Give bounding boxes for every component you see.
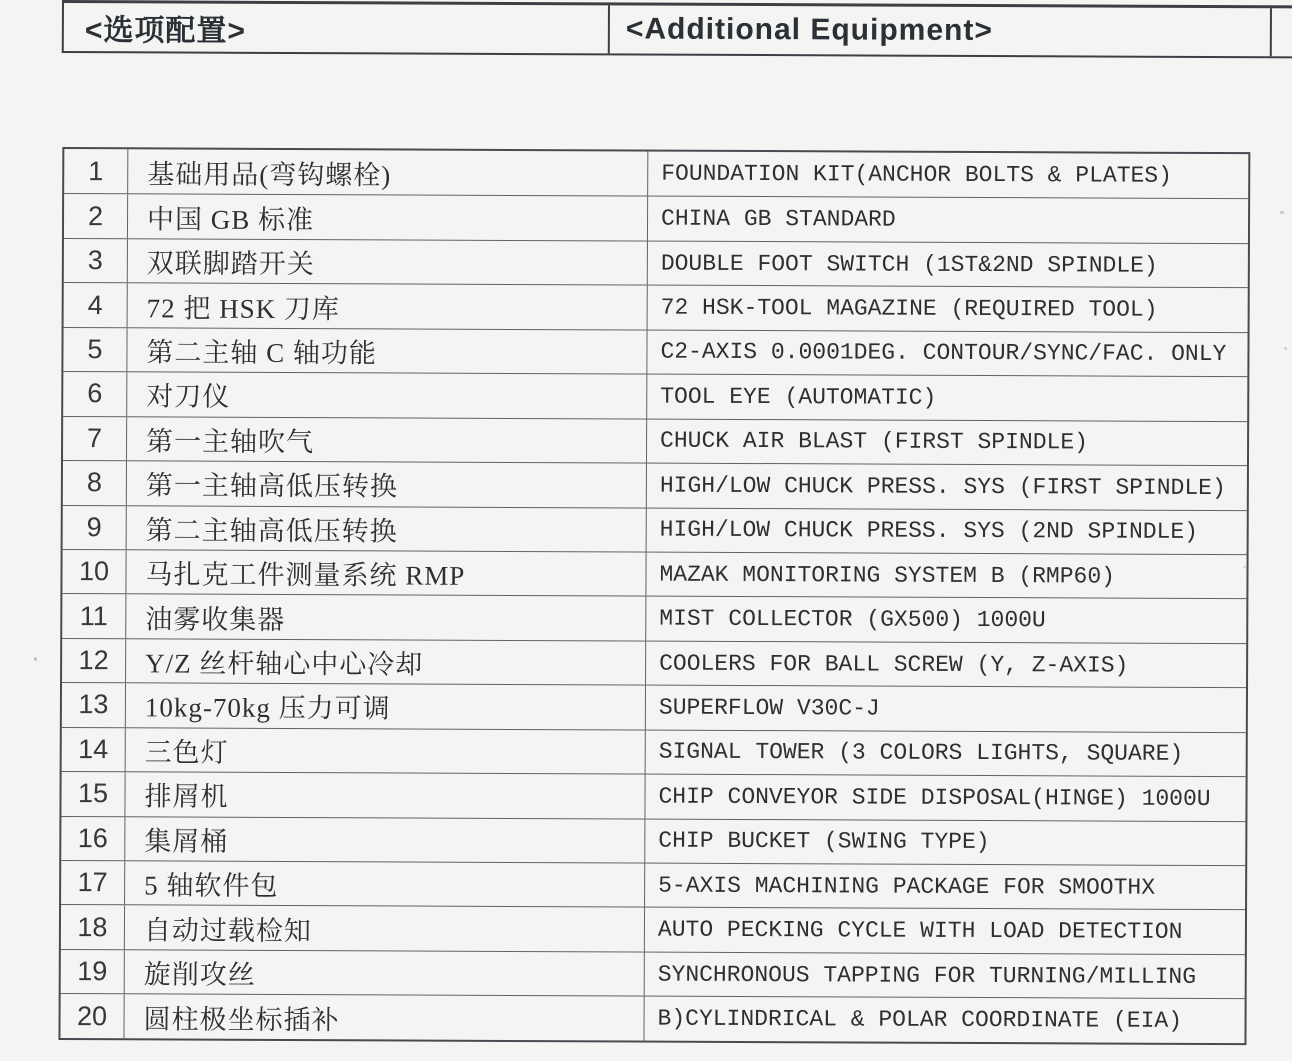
chinese-description: 10kg-70kg 压力可调 [125,684,645,730]
chinese-description: 第一主轴高低压转换 [126,461,646,507]
english-description: 5-AXIS MACHINING PACKAGE FOR SMOOTHX [644,864,1245,910]
english-description: SIGNAL TOWER (3 COLORS LIGHTS, SQUARE) [645,730,1246,776]
equipment-table [58,147,1250,1045]
row-number: 10 [78,556,110,587]
english-description: FOUNDATION KIT(ANCHOR BOLTS & PLATES) [647,152,1248,199]
table-row [61,904,1245,954]
english-description: MIST COLLECTOR (GX500) 1000U [645,597,1246,643]
chinese-description: 马扎克工件测量系统 RMP [125,550,645,596]
table-row [62,682,1246,732]
table-row [62,638,1246,688]
row-number: 12 [78,645,109,676]
table-row [64,193,1248,243]
table-row [61,816,1245,866]
row-number: 8 [86,467,102,498]
english-description: HIGH/LOW CHUCK PRESS. SYS (FIRST SPINDLE) [646,464,1247,510]
header-title-chinese: <选项配置> [84,14,246,48]
english-description: SYNCHRONOUS TAPPING FOR TURNING/MILLING [644,952,1245,998]
header-title-english: <Additional Equipment> [625,12,993,48]
row-number: 6 [87,378,103,409]
row-number: 20 [76,1000,108,1031]
row-number: 1 [88,155,104,186]
table-row [62,549,1246,599]
chinese-description: 中国 GB 标准 [127,195,647,241]
table-row [64,149,1248,199]
table-row [61,949,1245,999]
row-number: 5 [87,334,103,365]
chinese-description: Y/Z 丝杆轴心中心冷却 [125,639,645,685]
english-description: AUTO PECKING CYCLE WITH LOAD DETECTION [644,908,1245,954]
scan-speckle [34,657,37,661]
english-description: HIGH/LOW CHUCK PRESS. SYS (2ND SPINDLE) [646,508,1247,554]
english-description: CHIP BUCKET (SWING TYPE) [644,819,1245,865]
header-cell-chinese [64,3,610,53]
chinese-description: 油雾收集器 [125,595,645,641]
chinese-description: 三色灯 [125,728,645,774]
chinese-description: 第二主轴 C 轴功能 [126,328,646,374]
table-row [63,327,1247,377]
row-number: 16 [77,822,108,853]
chinese-description: 5 轴软件包 [124,861,644,907]
chinese-description: 圆柱极坐标插补 [123,995,643,1041]
english-description: DOUBLE FOOT SWITCH (1ST&2ND SPINDLE) [647,241,1248,287]
chinese-description: 旋削攻丝 [124,950,644,996]
table-row [63,460,1247,510]
chinese-description: 第一主轴吹气 [126,417,646,463]
english-description: MAZAK MONITORING SYSTEM B (RMP60) [645,552,1246,598]
row-number: 11 [79,600,108,631]
row-number: 2 [87,200,104,231]
chinese-description: 排屑机 [124,772,644,818]
row-number: 19 [77,956,108,987]
chinese-description: 集屑桶 [124,817,644,863]
table-row [63,505,1247,555]
scan-speckle [1284,347,1287,350]
table-row [61,771,1245,821]
row-number: 17 [77,867,108,898]
chinese-description: 基础用品(弯钩螺栓) [127,149,647,196]
row-number: 3 [87,245,103,276]
row-number: 9 [86,511,102,542]
english-description: TOOL EYE (AUTOMATIC) [646,375,1247,421]
table-row [60,993,1244,1043]
chinese-description: 对刀仪 [126,372,646,418]
scan-speckle [1280,211,1284,214]
english-description: SUPERFLOW V30C-J [645,686,1246,732]
header-banner [62,0,1292,59]
row-number: 15 [77,778,109,809]
header-cell-english [610,5,1272,56]
english-description: C2-AXIS 0.0001DEG. CONTOUR/SYNC/FAC. ONLY [646,330,1247,376]
table-row [63,416,1247,466]
table-row [64,238,1248,288]
row-number: 4 [87,289,103,320]
english-description: COOLERS FOR BALL SCREW (Y, Z-AXIS) [645,641,1246,687]
scan-speckle [1243,566,1246,568]
english-description: CHUCK AIR BLAST (FIRST SPINDLE) [646,419,1247,465]
english-description: B)CYLINDRICAL & POLAR COORDINATE (EIA) [643,997,1244,1043]
row-number: 7 [87,422,103,454]
english-description: 72 HSK-TOOL MAGAZINE (REQUIRED TOOL) [647,286,1248,332]
table-row [62,593,1246,643]
header-stub-cell [1272,8,1292,56]
english-description: CHIP CONVEYOR SIDE DISPOSAL(HINGE) 1000U [644,775,1245,821]
table-row [63,371,1247,421]
english-description: CHINA GB STANDARD [647,197,1248,243]
row-number: 13 [78,689,109,720]
chinese-description: 72 把 HSK 刀库 [127,284,647,330]
table-row [64,282,1248,332]
row-number: 18 [77,911,108,942]
chinese-description: 自动过载检知 [124,906,644,952]
table-row [62,727,1246,777]
row-number: 14 [78,733,109,765]
chinese-description: 双联脚踏开关 [127,239,647,285]
table-row [61,860,1245,910]
chinese-description: 第二主轴高低压转换 [126,506,646,552]
